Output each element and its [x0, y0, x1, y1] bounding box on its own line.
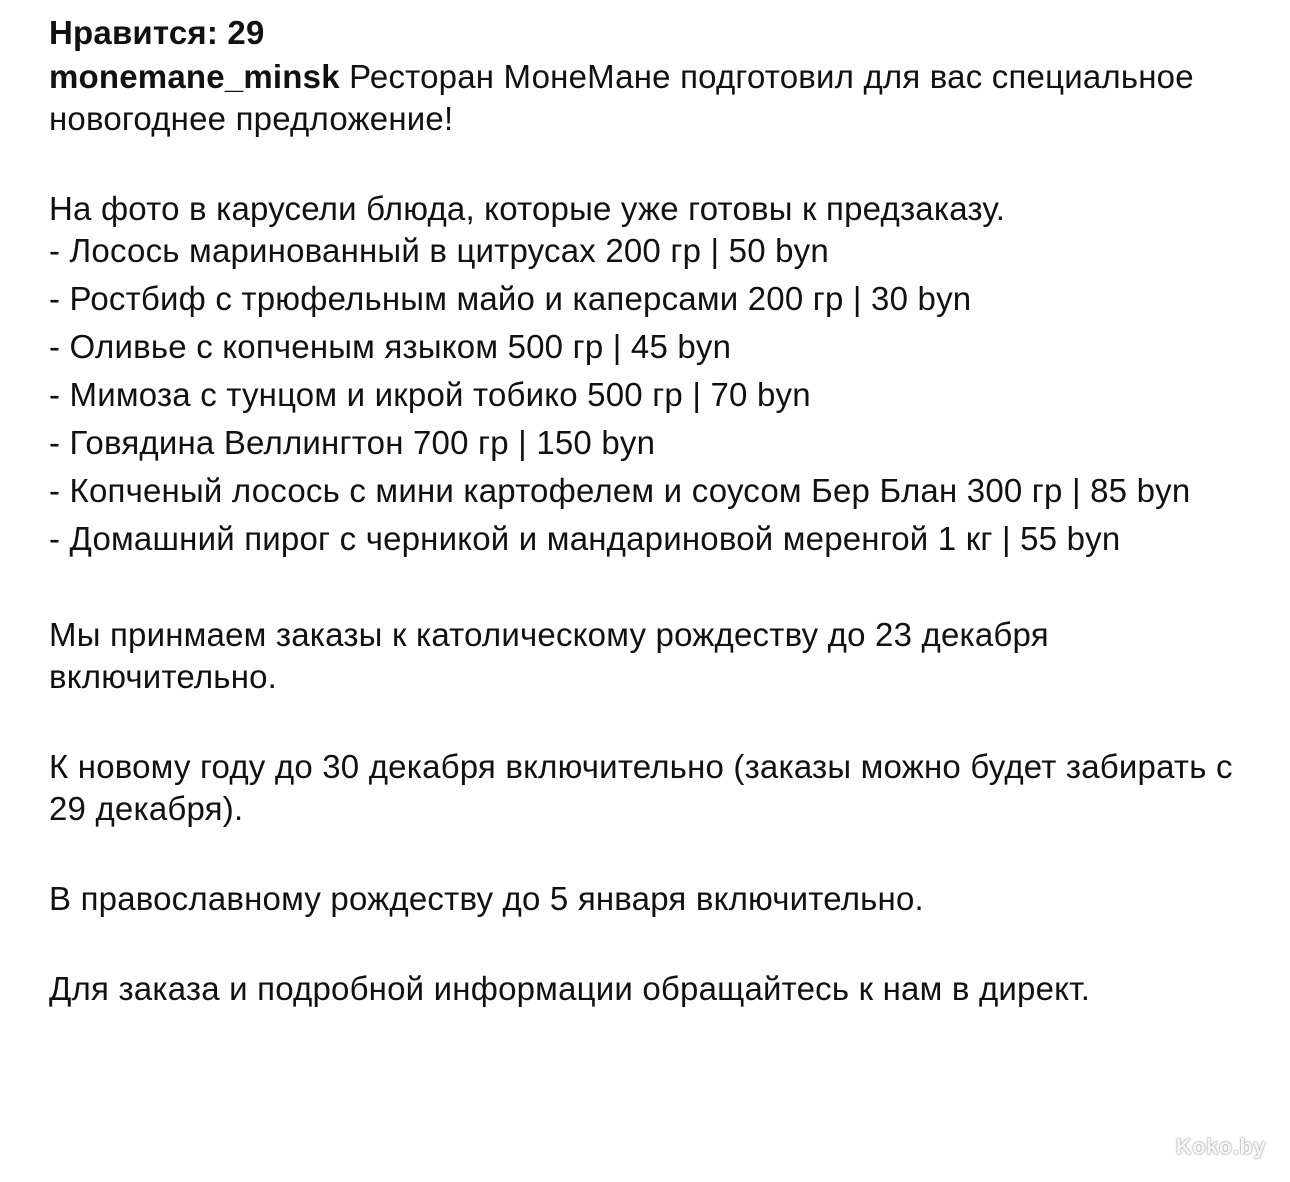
menu-item: - Говядина Веллингтон 700 гр | 150 byn — [49, 424, 656, 461]
caption-intro — [49, 56, 1254, 140]
menu-item: - Мимоза с тунцом и икрой тобико 500 гр | 70 byn — [49, 376, 811, 413]
paragraph-gap — [49, 920, 1254, 968]
catholic-christmas-note: Мы принмаем заказы к католическому рождеству до 23 декабря включительно. — [49, 616, 1049, 695]
username-link[interactable]: monemane_minsk — [49, 58, 340, 95]
watermark-logo: Koko.by — [1175, 1134, 1266, 1159]
paragraph-gap — [49, 566, 1254, 614]
paragraph-gap — [49, 830, 1254, 878]
menu-item: - Копченый лосось с мини картофелем и соусом Бер Блан 300 гр | 85 byn — [49, 472, 1191, 509]
post-caption-block — [49, 12, 1254, 1010]
menu-item: - Оливье с копченым языком 500 гр | 45 byn — [49, 328, 732, 365]
paragraph-gap — [49, 698, 1254, 746]
contact-note: Для заказа и подробной информации обращайтесь к нам в директ. — [49, 970, 1091, 1007]
new-year-note: К новому году до 30 декабря включительно (заказы можно будет забирать с 29 декабря). — [49, 748, 1233, 827]
carousel-intro-text: На фото в карусели блюда, которые уже готовы к предзаказу. — [49, 190, 1006, 227]
menu-item: - Ростбиф с трюфельным майо и каперсами 200 гр | 30 byn — [49, 280, 972, 317]
likes-count[interactable]: Нравится: 29 — [49, 14, 265, 51]
orthodox-christmas-note: В православному рождеству до 5 января включительно. — [49, 880, 924, 917]
menu-item: - Лосось маринованный в цитрусах 200 гр | 50 byn — [49, 232, 829, 269]
intro-text: Ресторан МонеМане подготовил для вас специальное новогоднее предложение! — [49, 58, 1194, 137]
menu-item: - Домашний пирог с черникой и мандариновой меренгой 1 кг | 55 byn — [49, 520, 1121, 557]
menu-list — [49, 230, 1254, 560]
paragraph-gap — [49, 140, 1254, 188]
